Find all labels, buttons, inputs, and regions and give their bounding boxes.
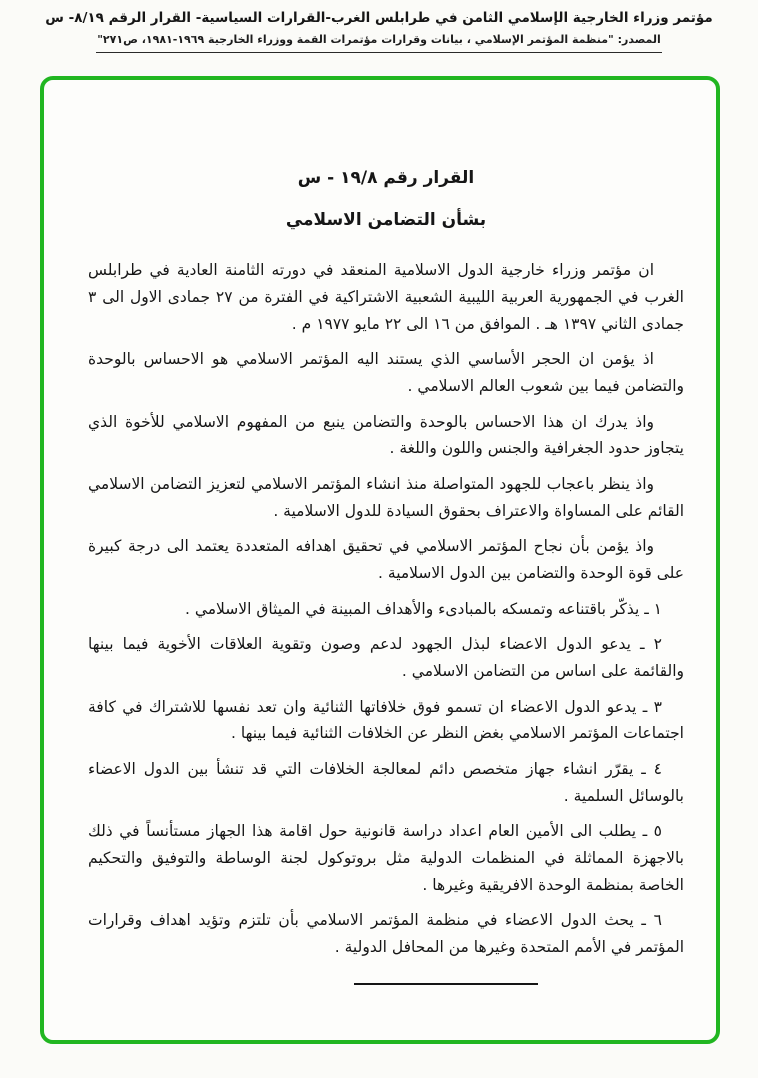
operative-clause: ٢ ـ يدعو الدول الاعضاء لبذل الجهود لدعم وصون وتقوية العلاقات الأخوية فيما بينها والقائمة على اساس من التضامن الاسلامي . (88, 635, 684, 680)
green-border-frame (40, 76, 720, 1044)
caption-divider (96, 52, 662, 53)
preamble-paragraph: واذ يؤمن بأن نجاح المؤتمر الاسلامي في تحقيق اهدافه المتعددة يعتمد الى درجة كبيرة على قوة الوحدة والتضامن بين الدول الاسلامية . (88, 537, 684, 583)
resolution-subject-title: بشأن التضامن الاسلامي (285, 210, 487, 231)
resolution-number-title: القرار رقم ١٩/٨ - س (297, 168, 475, 188)
caption-source: المصدر: "منظمة المؤتمر الإسلامي ، بيانات وقرارات مؤتمرات القمة ووزراء الخارجية ١٩٦٩-١٩٨١، ص٢٧١" (97, 33, 661, 46)
operative-clause: ٣ ـ يدعو الدول الاعضاء ان تسمو فوق خلافاتها الثنائية وان تعد نفسها للاشتراك في كافة اجتماعات المؤتمر الاسلامي بغض النظر عن الخلافات الثنائية فيما بينها . (88, 697, 684, 743)
operative-clause: ٥ ـ يطلب الى الأمين العام اعداد دراسة قانونية حول اقامة هذا الجهاز مستأنساً في ذلك بالاجهزة المماثلة في المنظمات الدولية مثل بروتوكول لجنة الوساطة والتوفيق والتحكيم الخاصة بمنظمة الوحدة الافريقية وغيرها . (88, 822, 684, 894)
end-of-document-rule (354, 983, 538, 985)
preamble-paragraph: اذ يؤمن ان الحجر الأساسي الذي يستند اليه المؤتمر الاسلامي هو الاحساس بالوحدة والتضامن فيما بين شعوب العالم الاسلامي . (88, 350, 684, 396)
page-caption (0, 0, 758, 53)
caption-title: مؤتمر وزراء الخارجية الإسلامي الثامن في طرابلس الغرب-القرارات السياسية- القرار الرقم ٨/١٩- س (45, 10, 713, 26)
preamble-paragraph: واذ ينظر باعجاب للجهود المتواصلة منذ انشاء المؤتمر الاسلامي لتعزيز التضامن الاسلامي القائم على المساواة والاعتراف بحقوق السيادة للدول الاسلامية . (88, 475, 684, 520)
preamble-paragraph: واذ يدرك ان هذا الاحساس بالوحدة والتضامن ينبع من المفهوم الاسلامي للأخوة الذي يتجاوز حدود الجغرافية والجنس واللون واللغة . (88, 412, 684, 458)
operative-clause: ٦ ـ يحث الدول الاعضاء في منظمة المؤتمر الاسلامي بأن تلتزم وتؤيد اهداف وقرارات المؤتمر في الأمم المتحدة وغيرها من المحافل الدولية . (88, 911, 684, 956)
operative-clause: ١ ـ يذكّر باقتناعه وتمسكه بالمبادىء والأهداف المبينة في الميثاق الاسلامي . (184, 599, 662, 618)
resolution-body (44, 80, 716, 985)
preamble-paragraph: ان مؤتمر وزراء خارجية الدول الاسلامية المنعقد في دورته الثامنة العادية في طرابلس الغرب في الجمهورية العربية الليبية الشعبية الاشتراكية في الفترة من ٢٧ جمادى الاول الى ٣ جمادى الثاني ١٣٩٧ هـ . الموافق من ١٦ الى ٢٢ مايو ١٩٧٧ م . (88, 261, 684, 333)
operative-clause: ٤ ـ يقرّر انشاء جهاز متخصص دائم لمعالجة الخلافات التي قد تنشأ بين الدول الاعضاء بالوسائل السلمية . (88, 759, 684, 805)
